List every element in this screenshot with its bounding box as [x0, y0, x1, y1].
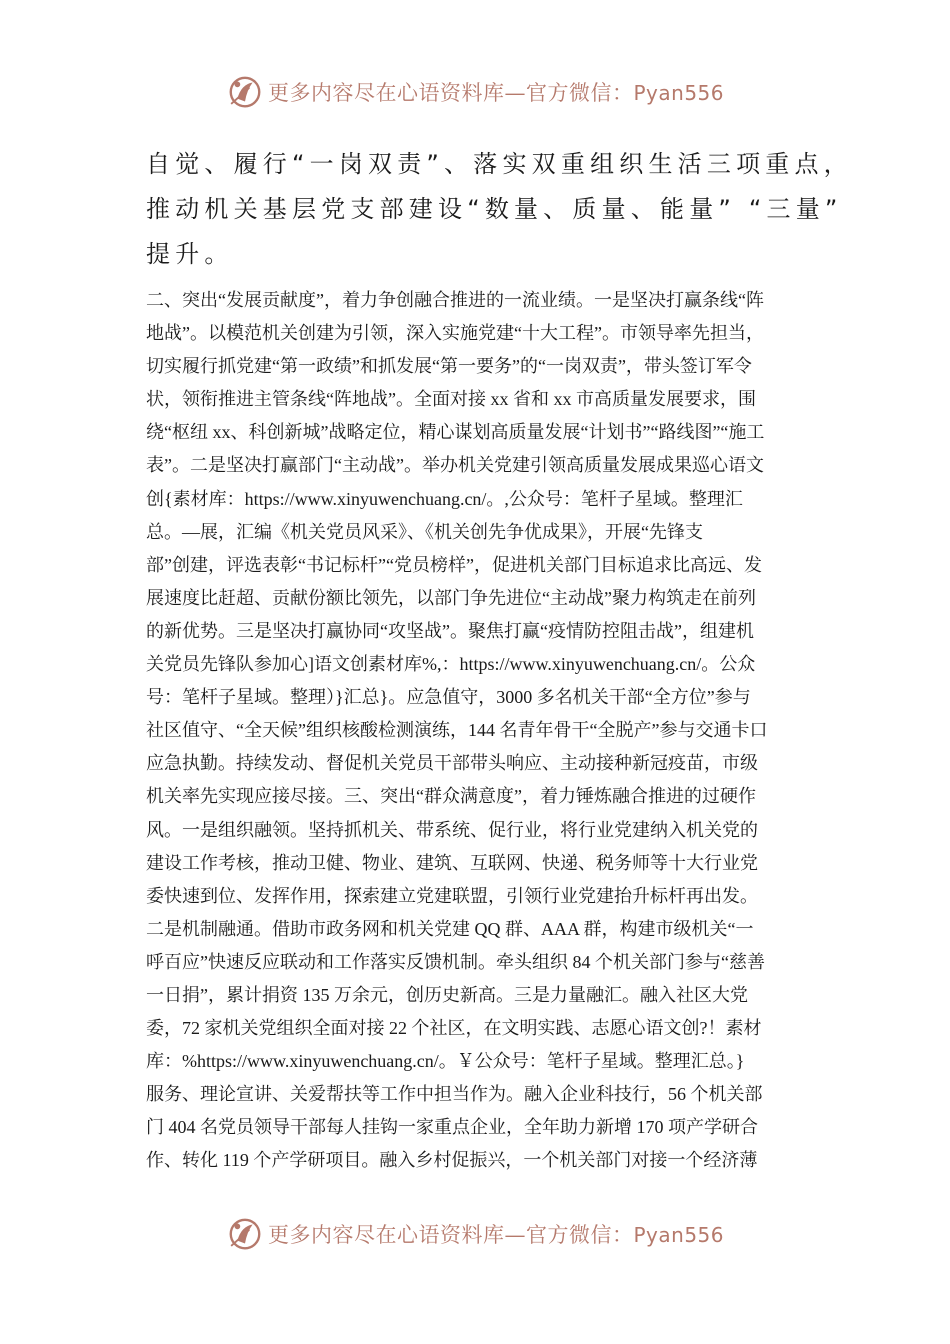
body-line: 的新优势。三是坚决打赢协同“攻坚战”。聚焦打赢“疫情防控阻击战”，组建机: [146, 620, 754, 641]
body-text: [146, 284, 816, 1178]
body-line: 呼百应”快速反应联动和工作落实反馈机制。牵头组织 84 个机关部门参与“慈善: [146, 951, 765, 972]
lead-paragraph: [146, 142, 853, 277]
banner-wechat-id: Pyan556: [633, 1223, 725, 1247]
body-line: 门 404 名党员领导干部每人挂钩一家重点企业，全年助力新增 170 项产学研合: [146, 1117, 758, 1138]
body-line: 二是机制融通。借助市政务网和机关党建 QQ 群、AAA 群，构建市级机关“一: [146, 918, 754, 939]
body-line: 总。—展，汇编《机关党员风采》、《机关创先争优成果》，开展“先锋支: [146, 521, 703, 542]
banner-wechat-id: Pyan556: [633, 81, 725, 105]
body-line: 库：%https://www.xinyuwenchuang.cn/。￥公众号：笔杆子星域。整理汇总。}: [146, 1051, 745, 1072]
banner-text: [268, 77, 724, 107]
body-line: 一日捐”，累计捐资 135 万余元，创历史新高。三是力量融汇。融入社区大党: [146, 984, 748, 1005]
body-line: 表”。二是坚决打赢部门“主动战”。举办机关党建引领高质量发展成果巡心语文: [146, 455, 764, 476]
body-line: 服务、理论宣讲、关爱帮扶等工作中担当作为。融入企业科技行，56 个机关部: [146, 1084, 763, 1105]
banner-text: [268, 1219, 724, 1249]
body-line: 二、突出“发展贡献度”，着力争创融合推进的一流业绩。一是坚决打赢条线“阵: [146, 290, 764, 310]
lead-line: 提升。: [146, 240, 234, 268]
body-line: 委，72 家机关党组织全面对接 22 个社区，在文明实践、志愿心语文创?！素材: [146, 1018, 762, 1039]
body-line: 委快速到位、发挥作用，探索建立党建联盟，引领行业党建抬升标杆再出发。: [146, 885, 758, 906]
body-line: 社区值守、“全天候”组织核酸检测演练，144 名青年骨干“全脱产”参与交通卡口: [146, 720, 768, 741]
body-line: 切实履行抓党建“第一政绩”和抓发展“第一要务”的“一岗双责”，带头签订军令: [146, 356, 752, 377]
body-line: 地战”。以模范机关创建为引领，深入实施党建“十大工程”。市领导率先担当，: [146, 323, 764, 344]
body-line: 绕“枢纽 xx、科创新城”战略定位，精心谋划高质量发展“计划书”“路线图”“施工: [146, 422, 765, 443]
body-line: 应急执勤。持续发动、督促机关党员干部带头响应、主动接种新冠疫苗，市级: [146, 753, 758, 774]
footer-banner: [226, 1212, 746, 1256]
body-line: 号：笔杆子星域。整理）}汇总}。应急值守，3000 多名机关干部“全方位”参与: [146, 687, 751, 708]
lead-line: 自觉、履行“一岗双责”、落实双重组织生活三项重点，: [146, 150, 853, 178]
lead-line: 推动机关基层党支部建设“数量、质量、能量” “三量”: [146, 195, 843, 223]
banner-slogan: 更多内容尽在心语资料库—官方微信：: [268, 1223, 634, 1247]
body-line: 创{素材库：https://www.xinyuwenchuang.cn/。,公众号：笔杆子星域。整理汇: [146, 488, 743, 509]
body-line: 建设工作考核，推动卫健、物业、建筑、互联网、快递、税务师等十大行业党: [146, 852, 758, 873]
body-line: 展速度比赶超、贡献份额比领先，以部门争先进位“主动战”聚力构筑走在前列: [146, 587, 756, 608]
body-line: 部”创建，评选表彰“书记标杆”“党员榜样”，促进机关部门目标追求比高远、发: [146, 554, 762, 575]
header-banner: [226, 70, 746, 114]
body-line: 机关率先实现应接尽接。三、突出“群众满意度”，着力锤炼融合推进的过硬作: [146, 786, 756, 807]
body-line: 关党员先锋队参加心]语文创素材库%,：https://www.xinyuwenchuang.cn/。公众: [146, 654, 756, 675]
body-line: 作、转化 119 个产学研项目。融入乡村促振兴，一个机关部门对接一个经济薄: [146, 1150, 758, 1171]
banner-slogan: 更多内容尽在心语资料库—官方微信：: [268, 81, 634, 105]
body-line: 状，领衔推进主管条线“阵地战”。全面对接 xx 省和 xx 市高质量发展要求，围: [146, 389, 756, 410]
logo-icon: [226, 1215, 264, 1253]
logo-icon: [226, 73, 264, 111]
body-line: 风。一是组织融领。坚持抓机关、带系统、促行业，将行业党建纳入机关党的: [146, 819, 758, 840]
